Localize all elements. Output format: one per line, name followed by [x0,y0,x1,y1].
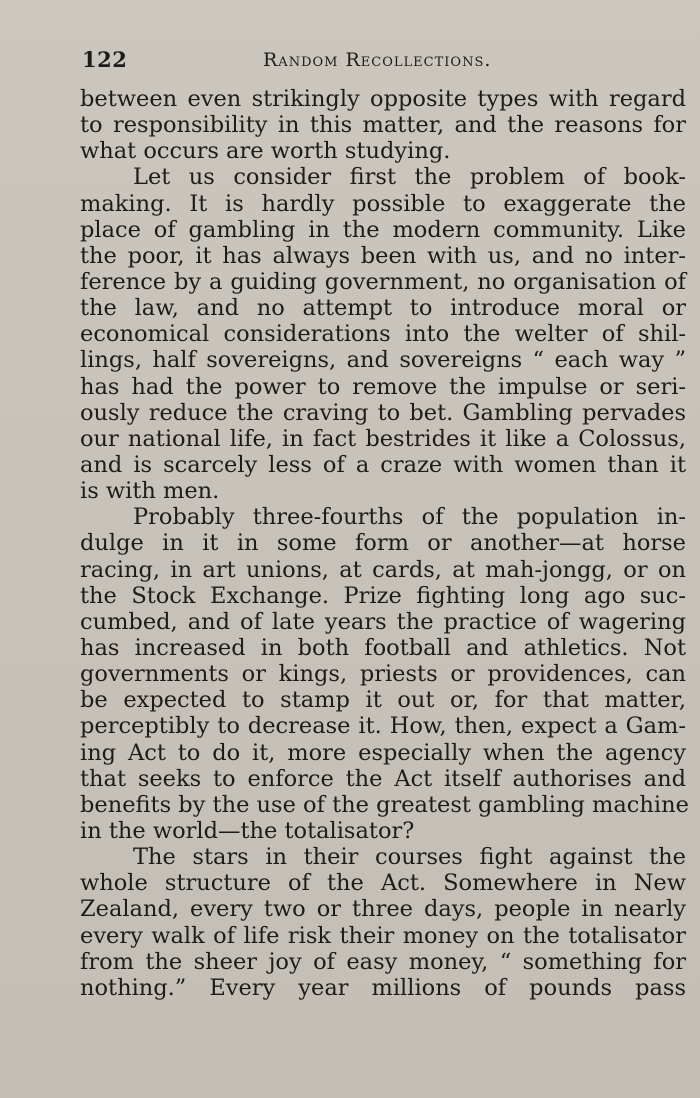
text-line: dulge in it in some form or another—at horse [80,530,686,557]
text-line: cumbed, and of late years the practice of wagering [80,608,686,635]
text-line: governments or kings, priests or providences, can [80,661,686,688]
text-line: economical considerations into the welter of shil- [80,321,686,348]
text-line: lings, half sovereigns, and sovereigns “ each way ” [80,347,686,374]
text-line: whole structure of the Act. Somewhere in New [80,870,686,897]
text-line: is with men. [80,478,220,505]
text-line: ously reduce the craving to bet. Gambling pervades [80,399,686,426]
text-line: benefits by the use of the greatest gambling machine [80,791,689,818]
body-text [80,86,689,1001]
text-line: Zealand, every two or three days, people in nearly [80,896,686,923]
text-line: ference by a guiding government, no organisation of [80,268,686,295]
text-line: from the sheer joy of easy money, “ something for [80,948,686,975]
text-line: the poor, it has always been with us, and no inter- [80,242,686,269]
text-line: be expected to stamp it out or, for that matter, [80,687,686,714]
text-line: The stars in their courses fight against the [133,844,686,871]
paragraph [80,86,686,164]
text-line: place of gambling in the modern community. Like [80,216,686,243]
text-line: between even strikingly opposite types with regard [80,86,686,112]
text-line: that seeks to enforce the Act itself authorises and [80,765,686,792]
text-line: racing, in art unions, at cards, at mah-jongg, or on [80,556,686,583]
paragraph [80,164,686,504]
page-header [82,47,686,77]
text-line: the Stock Exchange. Prize fighting long ago suc- [80,582,686,609]
paragraph [80,844,686,1001]
running-title: Random Recollections. [263,49,492,71]
text-line: perceptibly to decrease it. How, then, expect a Gam- [80,713,686,740]
text-line: nothing.” Every year millions of pounds pass [80,974,686,1001]
text-line: what occurs are worth studying. [80,138,451,165]
text-line: to responsibility in this matter, and the reasons for [80,112,686,139]
text-line: making. It is hardly possible to exaggerate the [80,190,686,217]
text-line: the law, and no attempt to introduce moral or [80,295,686,322]
text-line: our national life, in fact bestrides it like a Colossus, [80,425,686,452]
page-number: 122 [82,47,128,72]
text-line: and is scarcely less of a craze with women than it [80,451,686,478]
text-line: every walk of life risk their money on the totalisator [80,922,686,949]
text-line: ing Act to do it, more especially when the agency [80,739,686,766]
paragraph [80,504,689,844]
text-line: has increased in both football and athletics. Not [80,634,686,661]
text-line: Let us consider first the problem of book- [133,164,686,191]
text-line: in the world—the totalisator? [80,817,415,844]
text-line: Probably three-fourths of the population in- [133,504,686,531]
text-line: has had the power to remove the impulse or seri- [80,373,686,400]
